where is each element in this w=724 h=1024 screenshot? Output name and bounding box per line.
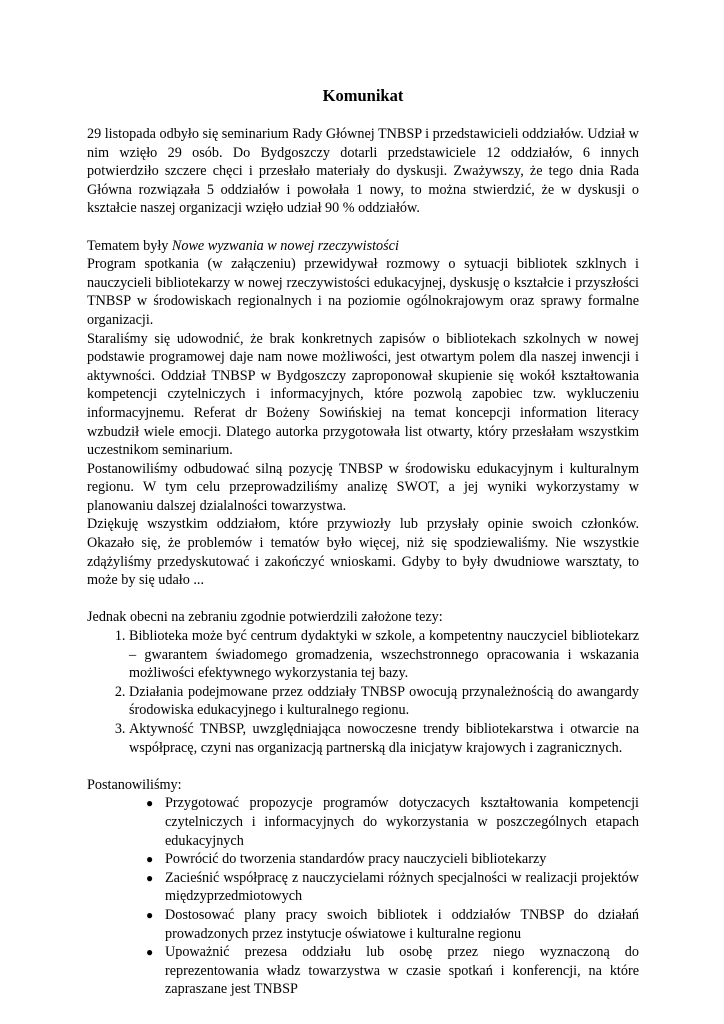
topic-prefix: Tematem były [87,237,172,254]
list-item [146,850,639,869]
list-item: 1. Biblioteka może być centrum dydaktyki w szkole, a kompetentny nauczyciel bibliotekarz – gwarantem świadomego gromadzenia, wszechstronnego opracowania i wskazania możliwości efektywnego wykorzystania tej bazy. [129,627,639,683]
bullet-icon: ● [146,907,154,922]
paragraph-efforts: Staraliśmy się udowodnić, że brak konkretnych zapisów o bibliotekach szkolnych w nowej podstawie programowej daje nam nowe możliwości, jest otwartym polem dla naszej inwencji i aktywności. Oddział TNBSP w Bydgoszczy zaproponował skupienie się wokół kształtowania kompetencji czytelniczych i informacyjnych, które pozwolą zapobiec tzw. wykluczeniu informacyjnemu. Referat dr Bożeny Sowińskiej na temat koncepcji information literacy wzbudził wiele emocji. Dlatego autorka przygotowała list otwarty, który przesłałam wszystkim uczestnikom seminarium. [87,330,639,459]
list-item [146,794,639,850]
paragraph-seminar-summary: 29 listopada odbyło się seminarium Rady Głównej TNBSP i przedstawicieli oddziałów. Udział w nim wzięło 29 osób. Do Bydgoszczy dotarli przedstawiciele 12 oddziałów, 6 innych potwierdziło szczere chęci i przesłało materiały do dyskusji. Zważywszy, że tego dnia Rada Główna rozwiązała 5 oddziałów i powołała 1 nowy, to można stwierdzić, że w dyskusji o kształcie naszej organizacji wzięło udział 90 % oddziałów. [87,126,639,217]
list-item [146,906,639,943]
bullet-icon: ● [146,852,154,867]
decisions-intro: Postanowiliśmy: [87,776,182,793]
spacer [87,590,639,609]
list-item-text: Zacieśnić współpracę z nauczycielami różnych specjalności w realizacji projektów międzyprzedmiotowych [165,869,639,905]
list-item-text: Upoważnić prezesa oddziału lub osobę przez niego wyznaczoną do reprezentowania władz towarzystwa w czasie spotkań i konferencji, na które zapraszane jest TNBSP [165,944,639,998]
list-item: 3. Aktywność TNBSP, uwzględniająca nowoczesne trendy bibliotekarstwa i otwarcie na współpracę, czyni nas organizacją partnerską dla inicjatyw krajowych i zagranicznych. [129,720,639,757]
document-page [87,86,639,999]
bullet-icon: ● [146,796,154,811]
paragraph-topic [87,237,639,256]
list-item-text: Powrócić do tworzenia standardów pracy nauczycieli bibliotekarzy [165,851,547,868]
paragraph-thanks: Dziękuję wszystkim oddziałom, które przywiozły lub przysłały opinie swoich członków. Okazało się, że problemów i tematów było więcej, niż się spodziewaliśmy. Nie wszystkie zdążyliśmy przedyskutować i zakończyć wnioskami. Gdyby to były dwudniowe warsztaty, to może by się udało ... [87,516,639,589]
topic-title: Nowe wyzwania w nowej rzeczywistości [171,237,399,254]
bullet-icon: ● [146,945,154,960]
list-item [146,869,639,906]
page-title: Komunikat [322,86,404,105]
list-item: 2. Działania podejmowane przez oddziały TNBSP owocują przynależnością do awangardy środowiska edukacyjnego i kulturalnego regionu. [129,683,639,720]
list-item-text: Dostosować plany pracy swoich bibliotek i oddziałów TNBSP do działań prowadzonych przez instytucje oświatowe i kulturalne regionu [165,906,639,942]
list-item-text: Przygotować propozycje programów dotyczacych kształtowania kompetencji czytelniczych i informacyjnych do wykorzystania w poszczególnych etapach edukacyjnych [165,795,639,849]
paragraph-program: Program spotkania (w załączeniu) przewidywał rozmowy o sytuacji bibliotek szklnych i nauczycieli bibliotekarzy w nowej rzeczywistości edukacyjnej, dyskusję o kształcie i przyszłości TNBSP w środowiskach regionalnych i na poziomie ogólnokrajowym oraz sprawy formalne organizacji. [87,256,639,328]
list-item [146,943,639,999]
paragraph-resolution: Postanowiliśmy odbudować silną pozycję TNBSP w środowisku edukacyjnym i kulturalnym regionu. W tym celu przeprowadziliśmy analizę SWOT, a jej wyniki wykorzystamy w planowaniu dalszej dzialalności towarzystwa. [87,460,639,514]
theses-intro: Jednak obecni na zebraniu zgodnie potwierdzili założone tezy: [87,609,443,626]
spacer [87,218,639,237]
bullet-icon: ● [146,870,154,885]
spacer [87,757,639,776]
decisions-list [87,794,639,999]
theses-list [87,627,639,757]
